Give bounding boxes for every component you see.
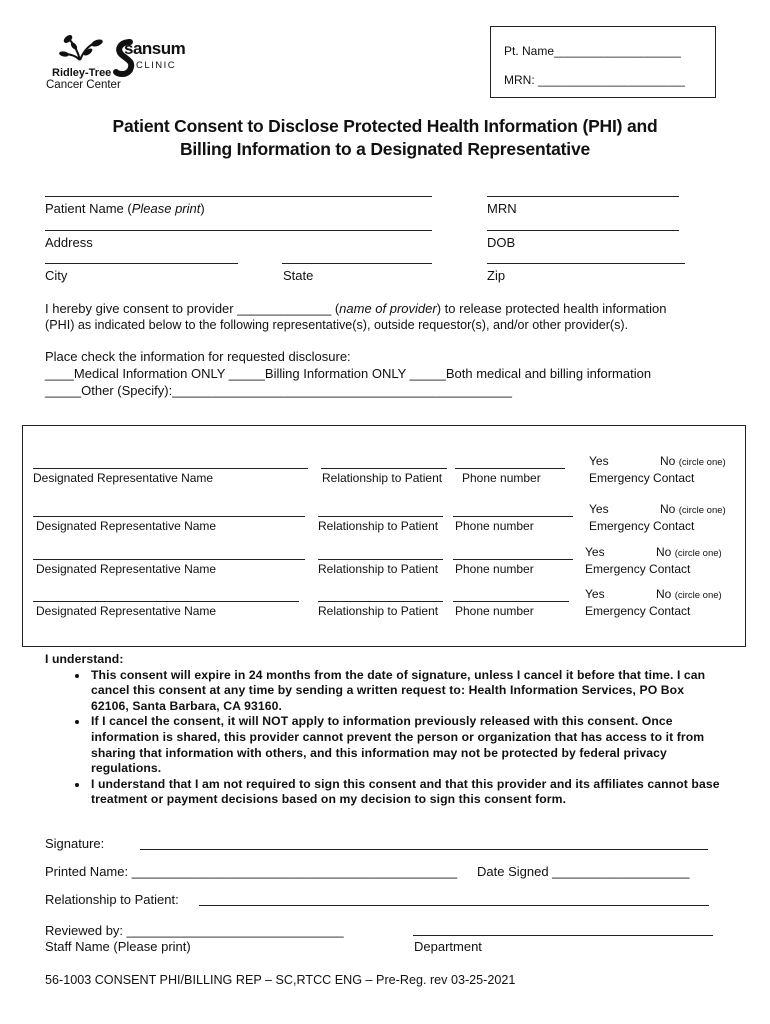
cancer-center-text: Cancer Center — [46, 79, 121, 91]
form-title-line2: Billing Information to a Designated Representative — [179, 139, 591, 159]
rep-emergency-label: Emergency Contact — [589, 519, 695, 533]
city-label: City — [45, 268, 68, 283]
understand-list — [45, 668, 725, 808]
rep-phone-label: Phone number — [455, 604, 534, 618]
department-line[interactable] — [413, 935, 713, 936]
rep-relationship-line[interactable] — [318, 516, 443, 517]
rep-phone-line[interactable] — [455, 468, 565, 469]
relationship-label: Relationship to Patient: — [45, 892, 179, 907]
disclosure-instruction: Place check the information for requested disclosure: — [45, 349, 351, 364]
rep-yes-option[interactable]: Yes — [585, 545, 605, 559]
understand-bullet: • I understand that I am not required to sign this consent and that this provider and its affiliates cannot base treatment or payment decisions based on my decision to sign this consent form. — [89, 777, 725, 808]
sansum-name: sansum — [124, 39, 186, 58]
patient-id-box — [490, 26, 716, 98]
rep-name-label: Designated Representative Name — [36, 519, 217, 533]
rep-no-option[interactable]: No (circle one) — [660, 454, 726, 468]
representatives-box — [22, 425, 746, 647]
rep-relationship-line[interactable] — [321, 468, 447, 469]
signature-line[interactable] — [140, 849, 708, 850]
rep-phone-label: Phone number — [455, 519, 534, 533]
disclosure-options[interactable]: ____Medical Information ONLY _____Billing Information ONLY _____Both medical and billing information — [45, 366, 652, 381]
patient-name-line[interactable] — [45, 196, 432, 197]
rep-phone-label: Phone number — [455, 562, 534, 576]
rep-yes-option[interactable]: Yes — [589, 454, 609, 468]
consent-line-1: I hereby give consent to provider _____________ (name of provider) to release protected health information — [45, 301, 667, 316]
rep-no-option[interactable]: No (circle one) — [656, 545, 722, 559]
patient-name-label: Patient Name (Please print) — [45, 201, 205, 216]
rep-phone-line[interactable] — [453, 559, 573, 560]
rep-relationship-label: Relationship to Patient — [318, 604, 439, 618]
clinic-logos — [46, 30, 200, 95]
rep-phone-line[interactable] — [453, 601, 569, 602]
understand-bullet: • This consent will expire in 24 months from the date of signature, unless I cancel it before that time. I can cancel this consent at any time by sending a written request to: Health Information Services, PO Box 62106, Santa Barbara, CA 93160. — [89, 668, 725, 715]
consent-line-2: (PHI) as indicated below to the following representative(s), outside requestor(s), and/or other provider(s). — [45, 318, 629, 332]
staff-name-label: Staff Name (Please print) — [45, 939, 191, 954]
rep-name-label: Designated Representative Name — [36, 562, 217, 576]
mrn-label: MRN — [487, 201, 517, 216]
understand-heading: I understand: — [45, 652, 124, 666]
rep-name-line[interactable] — [33, 559, 305, 560]
mrn-field[interactable]: MRN: ______________________ — [504, 73, 685, 87]
rep-name-label: Designated Representative Name — [36, 604, 217, 618]
rep-relationship-label: Relationship to Patient — [318, 519, 439, 533]
address-label: Address — [45, 235, 93, 250]
printed-name-field[interactable]: Printed Name: _____________________________________________ — [45, 864, 458, 879]
understand-bullet: • If I cancel the consent, it will NOT apply to information previously released with this consent. Once information is shared, this provider cannot prevent the person or organization that has access to it from sharing that information with others, and this information may not be protected by federal privacy regulations. — [89, 714, 725, 776]
signature-label: Signature: — [45, 836, 105, 851]
pt-name-field[interactable]: Pt. Name___________________ — [504, 44, 681, 58]
date-signed-field[interactable]: Date Signed ___________________ — [477, 864, 690, 879]
rep-name-label: Designated Representative Name — [33, 471, 214, 485]
zip-line[interactable] — [487, 263, 685, 264]
rep-relationship-line[interactable] — [318, 559, 443, 560]
reviewed-by-field[interactable]: Reviewed by: ______________________________ — [45, 923, 344, 938]
clinic-text: CLINIC — [136, 60, 177, 71]
rep-relationship-label: Relationship to Patient — [322, 471, 443, 485]
form-title-line1: Patient Consent to Disclose Protected Health Information (PHI) and — [112, 116, 658, 136]
dob-line[interactable] — [487, 230, 679, 231]
rep-emergency-label: Emergency Contact — [585, 562, 691, 576]
rep-name-line[interactable] — [33, 516, 305, 517]
rep-relationship-line[interactable] — [318, 601, 443, 602]
rep-emergency-label: Emergency Contact — [589, 471, 695, 485]
rep-relationship-label: Relationship to Patient — [318, 562, 439, 576]
rep-yes-option[interactable]: Yes — [589, 502, 609, 516]
rep-no-option[interactable]: No (circle one) — [656, 587, 722, 601]
rep-no-option[interactable]: No (circle one) — [660, 502, 726, 516]
rep-yes-option[interactable]: Yes — [585, 587, 605, 601]
address-line[interactable] — [45, 230, 432, 231]
rep-phone-line[interactable] — [453, 516, 573, 517]
zip-label: Zip — [487, 268, 506, 283]
mrn-line[interactable] — [487, 196, 679, 197]
rep-phone-label: Phone number — [462, 471, 541, 485]
rep-emergency-label: Emergency Contact — [585, 604, 691, 618]
department-label: Department — [414, 939, 482, 954]
city-line[interactable] — [45, 263, 238, 264]
state-line[interactable] — [282, 263, 432, 264]
ridley-tree-name: Ridley-Tree — [52, 67, 112, 79]
dob-label: DOB — [487, 235, 516, 250]
state-label: State — [283, 268, 314, 283]
relationship-line[interactable] — [199, 905, 709, 906]
understand-section — [45, 652, 725, 808]
rep-name-line[interactable] — [33, 601, 299, 602]
form-code: 56-1003 CONSENT PHI/BILLING REP – SC,RTCC ENG – Pre-Reg. rev 03-25-2021 — [45, 973, 516, 987]
disclosure-other[interactable]: _____Other (Specify):_______________________________________________ — [45, 383, 512, 398]
rep-name-line[interactable] — [33, 468, 308, 469]
